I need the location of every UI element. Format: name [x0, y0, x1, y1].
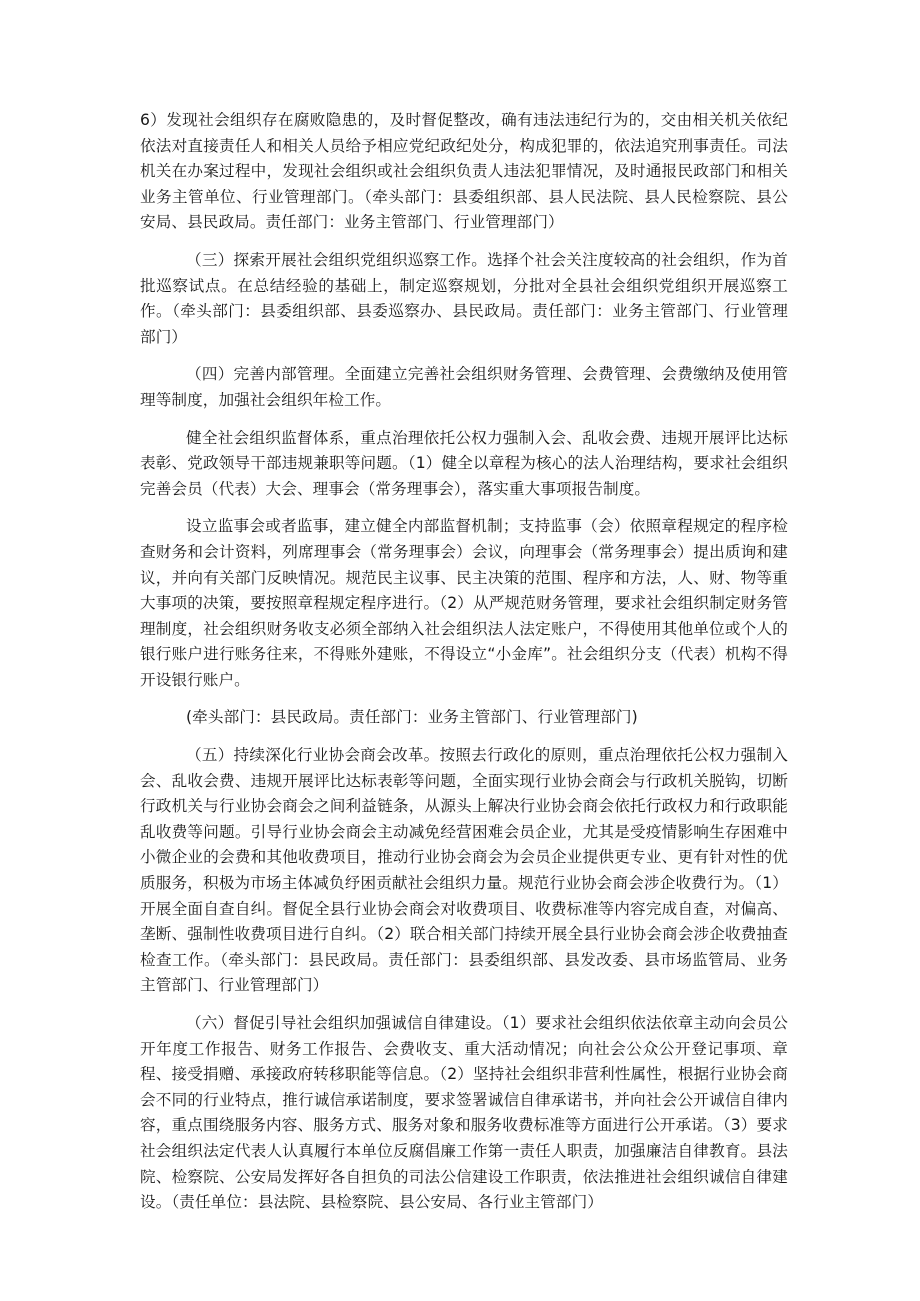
paragraph-section-3-inspection: （三）探索开展社会组织党组织巡察工作。选择个社会关注度较高的社会组织，作为首批巡察试点。在总结经验的基础上，制定巡察规划，分批对全县社会组织党组织开展巡察工作。（牵头部门：县委组织部、县委巡察办、县民政局。责任部门：业务主管部门、行业管理部门） [140, 250, 788, 346]
paragraph-section-6-integrity-self-discipline: （六）督促引导社会组织加强诚信自律建设。（1）要求社会组织依法依章主动向会员公开年度工作报告、财务工作报告、会费收支、重大活动情况；向社会公众公开登记事项、章程、接受捐赠、承接政府转移职能等信息。（2）坚持社会组织非营利性属性，根据行业协会商会不同的行业特点，推行诚信承诺制度，要求签署诚信自律承诺书，并向社会公开诚信自律内容，重点围绕服务内容、服务方式、服务对象和服务收费标准等方面进行公开承诺。（3）要求社会组织法定代表人认真履行本单位反腐倡廉工作第一责任人职责，加强廉洁自律教育。县法院、检察院、公安局发挥好各自担负的司法公信建设工作职责，依法推进社会组织诚信自律建设。（责任单位：县法院、县检察院、县公安局、各行业主管部门） [140, 1014, 788, 1212]
paragraph-responsible-departments: (牵头部门：县民政局。责任部门：业务主管部门、行业管理部门) [186, 708, 638, 727]
paragraph-item-6-anti-corruption: 6）发现社会组织存在腐败隐患的，及时督促整改，确有违法违纪行为的，交由相关机关依纪依法对直接责任人和相关人员给予相应党纪政纪处分，构成犯罪的，依法追究刑事责任。司法机关在办案过程中，发现社会组织或社会组织负责人违法犯罪情况，及时通报民政部门和相关业务主管单位、行业管理部门。（牵头部门：县委组织部、县人民法院、县人民检察院、县公安局、县民政局。责任部门：业务主管部门、行业管理部门） [140, 111, 788, 232]
paragraph-board-of-supervisors: 设立监事会或者监事，建立健全内部监督机制；支持监事（会）依照章程规定的程序检查财务和会计资料，列席理事会（常务理事会）会议，向理事会（常务理事会）提出质询和建议，并向有关部门反映情况。规范民主议事、民主决策的范围、程序和方法，人、财、物等重大事项的决策，要按照章程规定程序进行。（2）从严规范财务管理，要求社会组织制定财务管理制度，社会组织财务收支必须全部纳入社会组织法人法定账户，不得使用其他单位或个人的银行账户进行账务往来，不得账外建账，不得设立“小金库”。社会组织分支（代表）机构不得开设银行账户。 [140, 517, 788, 689]
paragraph-supervision-system: 健全社会组织监督体系，重点治理依托公权力强制入会、乱收会费、违规开展评比达标表彰、党政领导干部违规兼职等问题。（1）健全以章程为核心的法人治理结构，要求社会组织完善会员（代表）大会、理事会（常务理事会），落实重大事项报告制度。 [140, 428, 788, 498]
document-page [140, 108, 788, 1228]
paragraph-section-4-internal-management: （四）完善内部管理。全面建立完善社会组织财务管理、会费管理、会费缴纳及使用管理等制度，加强社会组织年检工作。 [140, 365, 788, 409]
paragraph-section-5-industry-association-reform: （五）持续深化行业协会商会改革。按照去行政化的原则，重点治理依托公权力强制入会、乱收会费、违规开展评比达标表彰等问题，全面实现行业协会商会与行政机关脱钩，切断行政机关与行业协会商会之间利益链条，从源头上解决行业协会商会依托行政权力和行政职能乱收费等问题。引导行业协会商会主动减免经营困难会员企业，尤其是受疫情影响生存困难中小微企业的会费和其他收费项目，推动行业协会商会为会员企业提供更专业、更有针对性的优质服务，积极为市场主体减负纾困贡献社会组织力量。规范行业协会商会涉企收费行为。（1）开展全面自查自纠。督促全县行业协会商会对收费项目、收费标准等内容完成自查，对偏高、垄断、强制性收费项目进行自纠。（2）联合相关部门持续开展全县行业协会商会涉企收费抽查检查工作。（牵头部门：县民政局。责任部门：县委组织部、县发改委、县市场监管局、业务主管部门、行业管理部门） [140, 746, 788, 995]
